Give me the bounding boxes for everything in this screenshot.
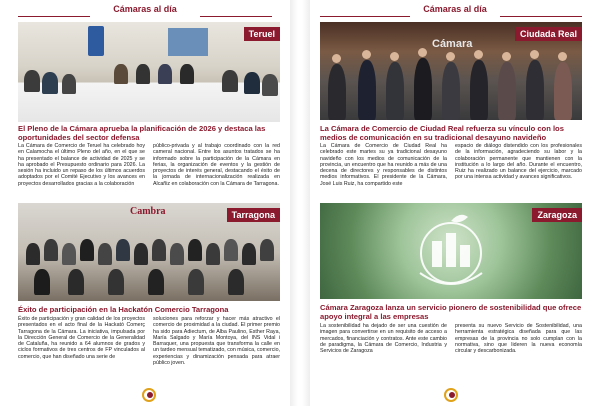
article-column: presenta su nuevo Servicio de Sostenibilidad, una herramienta estratégica diseñada para que las empresas de la provincia no solo cumplan con la normativa, sino que lideren la nueva economía circular y descarbonizada. bbox=[455, 323, 582, 354]
tarragona-group-photo bbox=[18, 203, 280, 301]
roll-up-banner bbox=[88, 26, 104, 56]
region-tag: Tarragona bbox=[227, 208, 280, 222]
cambra-banner: Cambra bbox=[130, 206, 166, 217]
section-header: Cámaras al día bbox=[423, 4, 487, 14]
page-gutter bbox=[290, 0, 310, 406]
header-rule bbox=[500, 16, 582, 17]
article-column: público-privada y al trabajo coordinado con la red cameral nacional. Entre los asuntos tratados se ha informado sobre la participación de la Cámara en ferias, la organización de eventos y la gestión de proyectos de interés general, destacando el éxito de la jornada de internacionalización realizada en Alcañiz en colaboración con la Cámara de Tarragona. bbox=[153, 143, 280, 187]
right-page bbox=[310, 0, 600, 406]
article-title: La Cámara de Comercio de Ciudad Real refuerza su vínculo con los medios de comunicación en su tradicional desayuno navideño bbox=[320, 124, 564, 142]
article-title: Cámara Zaragoza lanza un servicio pionero de sostenibilidad que ofrece apoyo integral a las empresas bbox=[320, 303, 582, 321]
article-body bbox=[18, 143, 280, 187]
section-header: Cámaras al día bbox=[113, 4, 177, 14]
ciudad-real-group-photo bbox=[320, 22, 582, 120]
teruel-meeting-photo bbox=[18, 22, 280, 122]
header-rule bbox=[200, 16, 272, 17]
article-column: La Cámara de Comercio de Ciudad Real ha celebrado este martes su ya tradicional desayuno navideño con los medios de comunicación de la provincia, un encuentro que ha reunido a más de una decena de directores y responsables de distintos medios informativos. El presidente de la Cámara, José Luis Ruiz, ha compartido este bbox=[320, 143, 447, 187]
article-column: espacio de diálogo distendido con los profesionales de la información, agradeciendo su labor y la colaboración permanente que mantienen con la institución a lo largo del año. Durante el encuentro, Ruiz ha realizado un balance del ejercicio, marcado por una intensa actividad y avances significativos. bbox=[455, 143, 582, 181]
article-title: Éxito de participación en la Hackatón Comercio Tarragona bbox=[18, 305, 229, 314]
article-column: La sostenibilidad ha dejado de ser una cuestión de imagen para convertirse en un requisito de acceso a mercados, financiación y contratos. Ante este cambio de paradigma, la Cámara de Comercio, Industria y Servicios de Zaragoza bbox=[320, 323, 447, 354]
zaragoza-sustainability-image bbox=[320, 203, 582, 299]
window bbox=[168, 28, 208, 56]
camara-logo-icon bbox=[142, 388, 156, 402]
article-body bbox=[18, 316, 280, 366]
region-tag: Ciudada Real bbox=[515, 27, 582, 41]
left-page bbox=[0, 0, 290, 406]
article-body bbox=[320, 143, 582, 187]
article-column: soluciones para reforzar y hacer más atractivo el comercio de proximidad a la ciudad. El primer premio ha sido para Adiectum, de Alba Paulino, Esther Raya, María Salgado y María Montoya, del INS Vidal i Barraquer, una propuesta que transforma la calle en un tardeo mensual tematizado, con música, comercio, experiencias y dinamización pensada para atraer público joven. bbox=[153, 316, 280, 366]
article-title: El Pleno de la Cámara aprueba la planificación de 2026 y destaca las oportunidades del sector defensa bbox=[18, 124, 266, 142]
region-tag: Teruel bbox=[244, 27, 280, 41]
header-rule bbox=[18, 16, 90, 17]
article-body bbox=[320, 323, 582, 354]
camara-logo-icon bbox=[444, 388, 458, 402]
camara-wall-logo: Cámara bbox=[432, 38, 473, 50]
header-rule bbox=[320, 16, 410, 17]
article-column: Éxito de participación y gran calidad de los proyectos presentados en el acto final de la Hackató Comerç Tarragona de la Cámara. La iniciativa, impulsada por la Dirección General de Comercio de la Generalidad de Cataluña, ha reunido a 64 alumnos de grados y ciclos formativos de tres centros de FP vinculados al comercio, que han diseñado una serie de bbox=[18, 316, 145, 360]
region-tag: Zaragoza bbox=[532, 208, 582, 222]
article-column: La Cámara de Comercio de Teruel ha celebrado hoy en Calamocha el último Pleno del año, en el que se ha presentado el balance de actividad de 2025 y se ha aprobado el Presupuesto ordinario para 2026. La sesión ha incluido un repaso de los últimos acuerdos adoptados por el Comité Ejecutivo y los avances en proyectos desarrollados gracias a la colaboración bbox=[18, 143, 145, 187]
